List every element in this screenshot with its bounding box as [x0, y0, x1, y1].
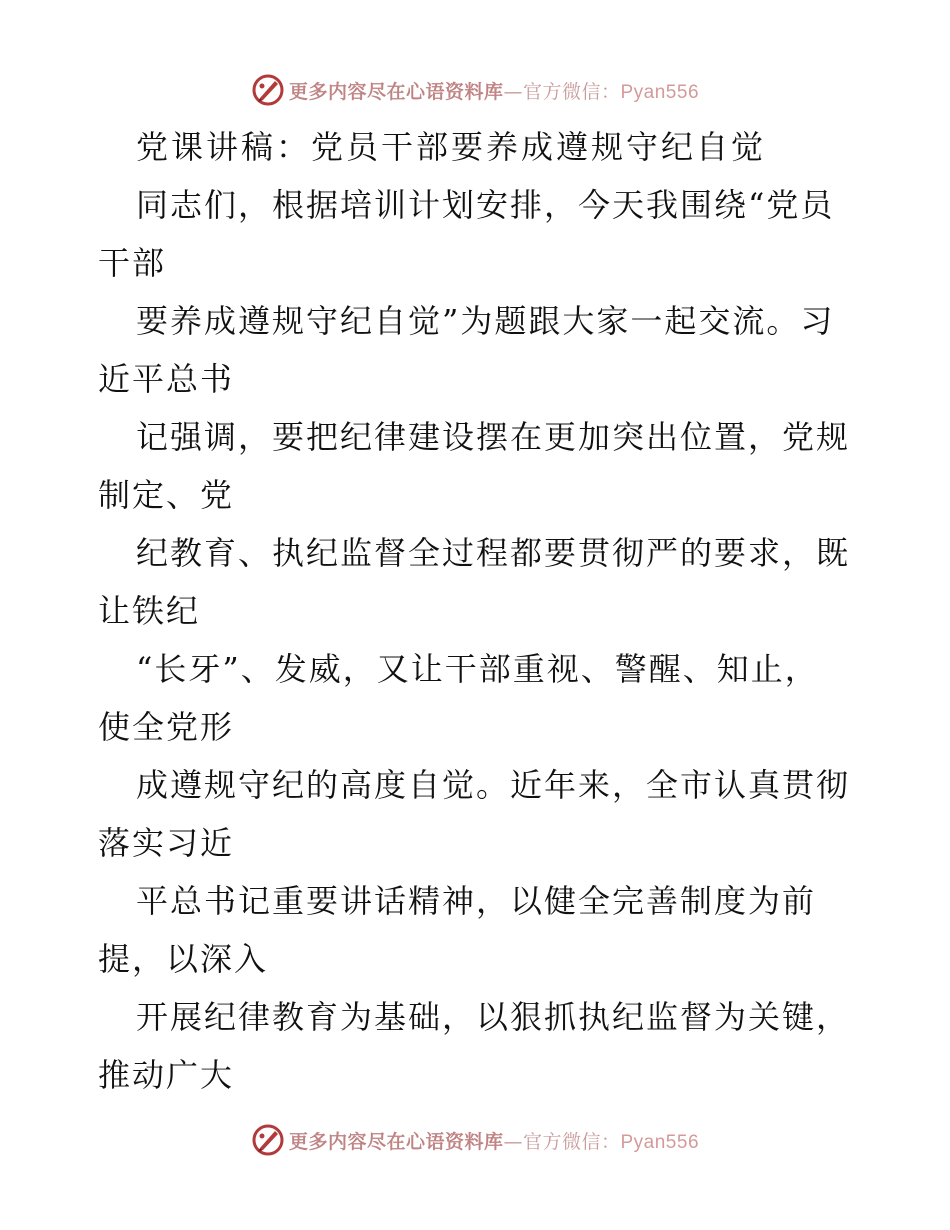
paragraph-line: 推动广大	[98, 1056, 235, 1094]
document-body	[98, 118, 868, 1104]
watermark-site: 更多内容尽在心语资料库	[288, 1130, 504, 1153]
paragraph-line: 制定、党	[98, 476, 235, 514]
paragraph-line: 成遵规守纪的高度自觉。近年来，全市认真贯彻	[136, 766, 851, 804]
watermark-wechat-label: 官方微信：	[522, 1130, 621, 1153]
footer-watermark	[0, 1120, 950, 1160]
pen-logo-icon	[251, 73, 285, 107]
watermark-text	[289, 77, 699, 104]
paragraph-line: 近平总书	[98, 360, 235, 398]
paragraph-line: “长牙”、发威，又让干部重视、警醒、知止，	[136, 650, 819, 688]
watermark-wechat-label: 官方微信：	[522, 80, 621, 103]
watermark-wechat-handle: Pyan556	[620, 1131, 700, 1153]
header-watermark	[0, 70, 950, 110]
watermark-separator: —	[503, 80, 523, 103]
paragraph-line: 要养成遵规守纪自觉”为题跟大家一起交流。习	[136, 302, 835, 340]
paragraph-line: 纪教育、执纪监督全过程都要贯彻严的要求，既	[136, 534, 851, 572]
watermark-site: 更多内容尽在心语资料库	[288, 80, 504, 103]
paragraph-line: 落实习近	[98, 824, 235, 862]
paragraph-line: 使全党形	[98, 708, 235, 746]
paragraph-line: 开展纪律教育为基础，以狠抓执纪监督为关键，	[136, 998, 851, 1036]
watermark-text	[289, 1127, 699, 1154]
watermark-wechat-handle: Pyan556	[620, 81, 700, 103]
watermark-separator: —	[503, 1130, 523, 1153]
paragraph-line: 平总书记重要讲话精神，以健全完善制度为前	[136, 882, 817, 920]
document-title: 党课讲稿：党员干部要养成遵规守纪自觉	[136, 128, 767, 166]
pen-logo-icon	[251, 1123, 285, 1157]
paragraph-line: 提，以深入	[98, 940, 269, 978]
paragraph-line: 干部	[98, 244, 167, 282]
paragraph-line: 记强调，要把纪律建设摆在更加突出位置，党规	[136, 418, 851, 456]
paragraph-line: 让铁纪	[98, 592, 201, 630]
paragraph-line: 同志们，根据培训计划安排，今天我围绕“党员	[136, 186, 835, 224]
